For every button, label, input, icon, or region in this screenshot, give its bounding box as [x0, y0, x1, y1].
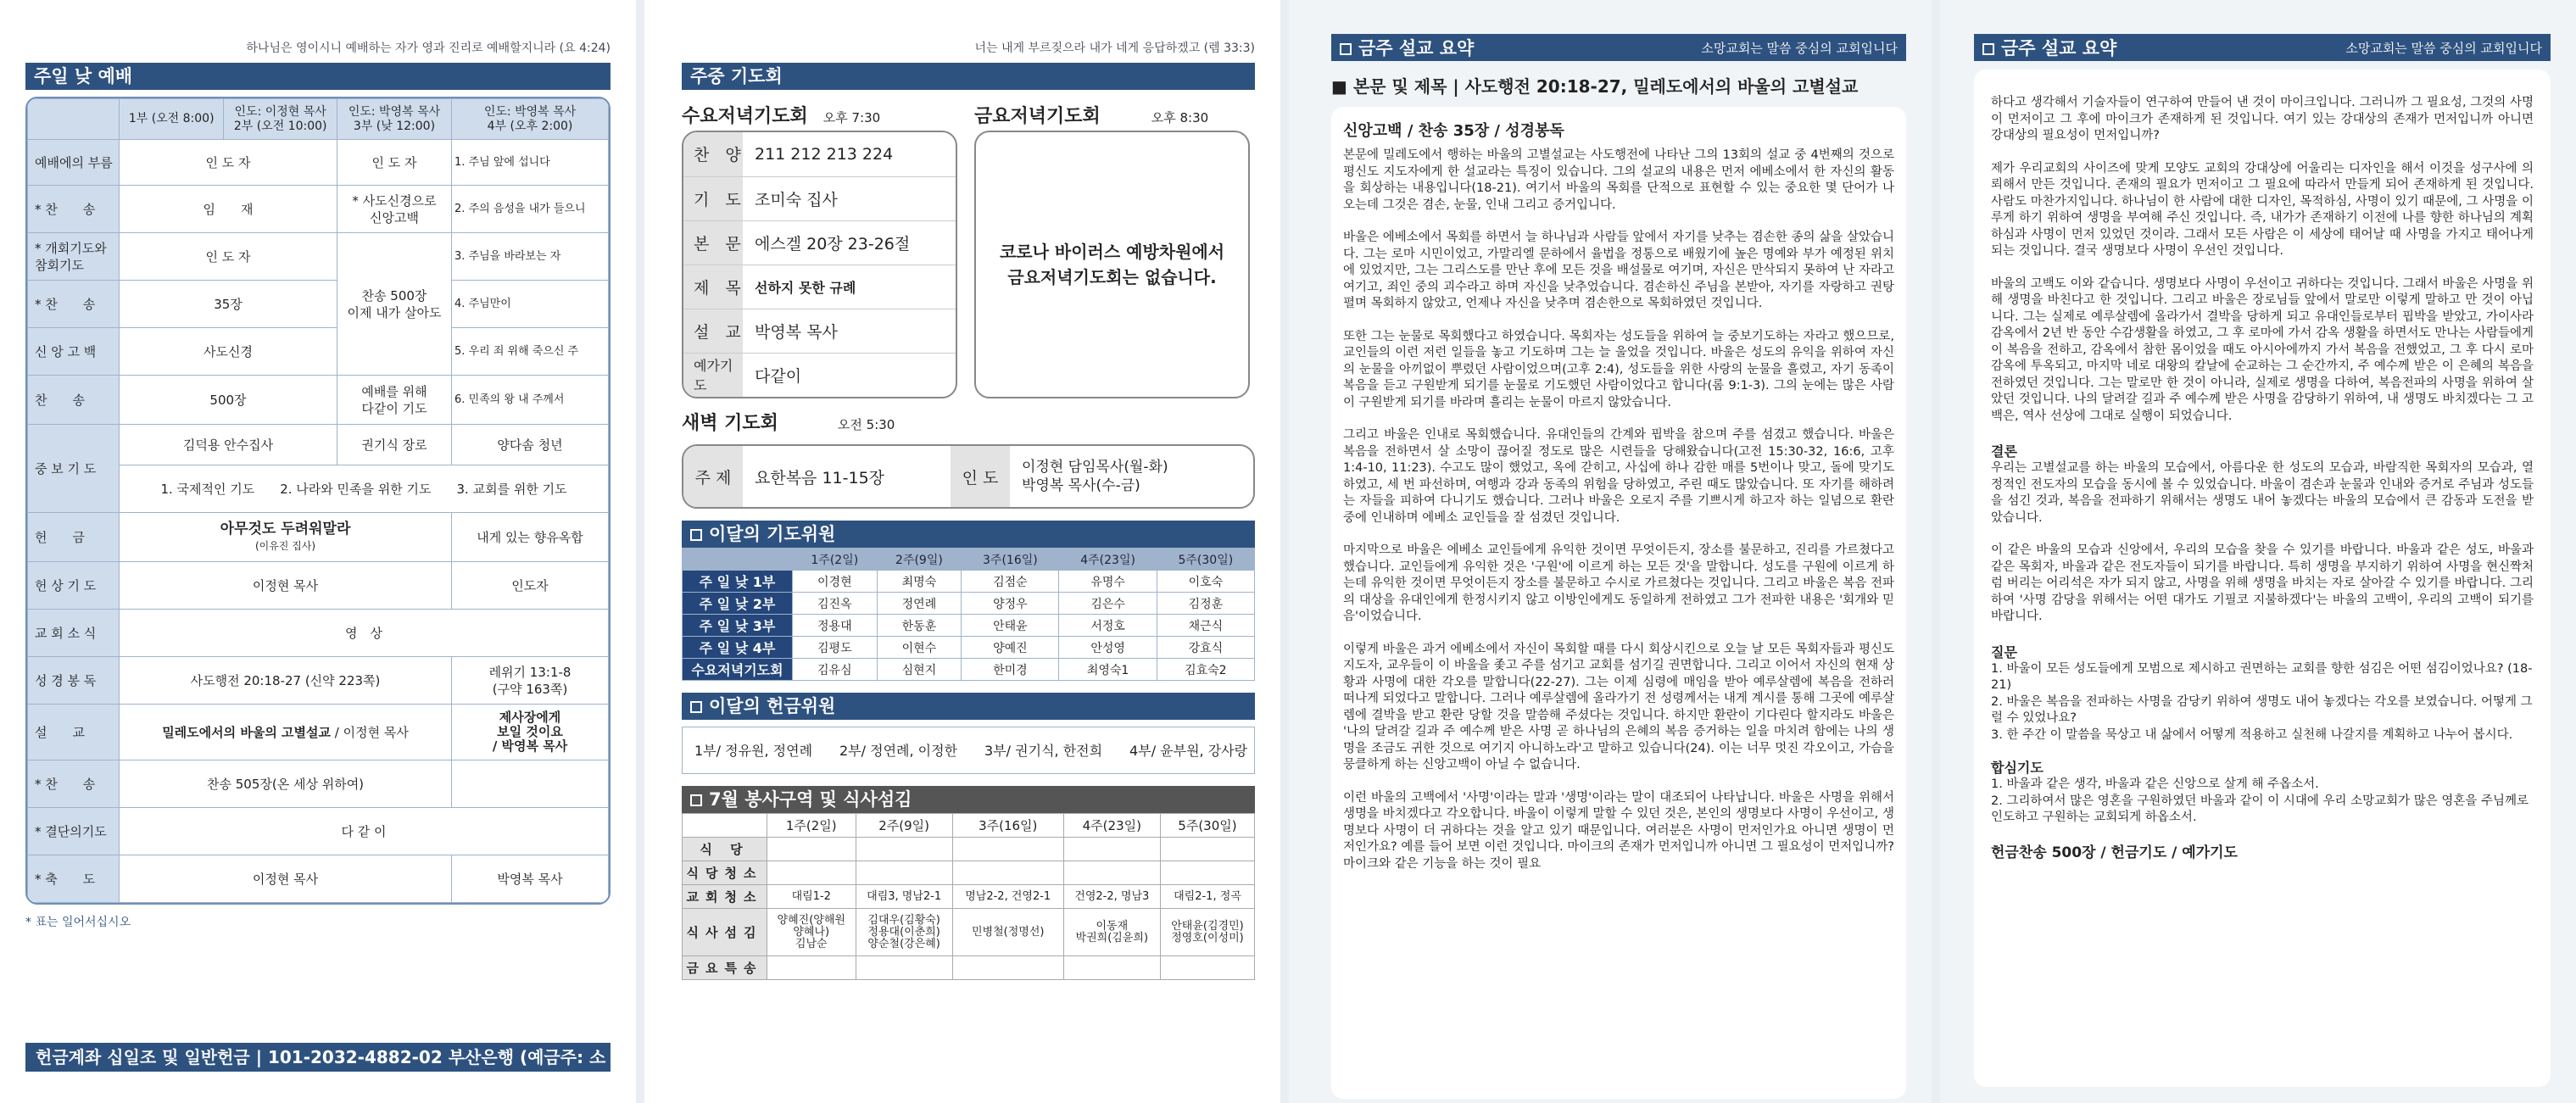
- section-title-prayer-team: 이달의 기도위원: [682, 521, 1255, 548]
- cell: 내게 있는 향유옥합: [452, 513, 609, 562]
- page-sermon-summary-1: [1289, 0, 1932, 1103]
- sermon-section-title: 금주 설교 요약: [2001, 38, 2117, 58]
- row-label: * 찬 송: [28, 281, 120, 328]
- cell: 6. 민족의 왕 내 주께서: [452, 376, 609, 425]
- dawn-prayer-box: [682, 444, 1255, 509]
- cell: 찬송 505장(온 세상 위하여): [120, 760, 452, 808]
- row-label: 중 보 기 도: [28, 425, 120, 513]
- prayer-item: 1. 바울과 같은 생각, 바울과 같은 신앙으로 살게 해 주옵소서.: [1991, 777, 2319, 791]
- wed-prayer-box: [682, 131, 957, 398]
- paragraph: 바울의 고백도 이와 같습니다. 생명보다 사명이 우선이고 귀하다는 것입니다. 그래서 바울은 사명을 위해 생명을 바친다고 한 것입니다. 그리고 바울은 장로님들 앞에서 말로만 이렇게 말하고 만 것이 아닙니다. 그는 실제로 예루살렘에 올라가서 결박을 당하게 되고 유대인들로부터 핍박을 받았고, 가이사라 감옥에서 2년 반 동안 수감생활을 하였고, 그 후 로마에 가서 감옥 생활을 하면서도 만나는 사람들에게 이 복음을 전하고, 감옥에서 참한 몸이었을 때도 아시아에까지 가서 복음을 전했었고, 그 후 다시 로마 감옥에 투옥되고, 마지막 네로 대왕의 칼날에 순교하는 그 순간까지, 주 예수께 받은 이 은혜의 복음을 전하였던 것입니다. 그는 말로만 한 것이 아니라, 실제로 생명을 다하여, 복음전파의 사명을 위하여 살았던 것입니다. 나의 달려갈 길과 주 예수께 받은 사명을 감당하기 위하여, 내 생명도 바치겠다는 그 고백은, 역사 선상에 그대로 실행이 되었습니다.: [1991, 276, 2534, 423]
- cell-empty: [452, 760, 609, 808]
- key: 설 교: [683, 309, 743, 353]
- cell: 제사장에게 보일 것이요 / 박영복 목사: [452, 705, 609, 760]
- fri-notice-box: [974, 131, 1250, 398]
- section-title-service: 7월 봉사구역 및 식사섬김: [682, 786, 1255, 813]
- page-weekday-prayer: [644, 0, 1280, 1103]
- offering-committee: 1부/ 정유원, 정연례 2부/ 정연례, 이정한 3부/ 권기식, 한전희 4부/ 윤부원, 강사랑: [682, 727, 1255, 774]
- key: 찬 양: [683, 132, 743, 176]
- cell: 인 도 자: [120, 140, 337, 186]
- key: 예가기도: [683, 353, 743, 397]
- sermon-section-title: 금주 설교 요약: [1358, 38, 1475, 58]
- row-label: * 개회기도와 참회기도: [28, 233, 120, 281]
- cell: 4. 주님만이: [452, 281, 609, 328]
- service-table: 1주(2일) 2주(9일) 3주(16일) 4주(23일) 5주(30일) 식 당 식당청소 교회청소 대림1-2 대림3, 명남2-1 명남2-2, 건영2-1 건영2-2, 명남3 대림2-1, 정곡 식사섬김 양혜진(양해원 양혜나) 김남순 김대우(김황숙) 정용대(이춘희) 양순철(강은혜) 민병철(정명선) 이동재 박권희(김윤희) 안태윤(김경민) 정영호(이성미) 금요특송: [682, 813, 1255, 980]
- cell: 2. 주의 음성을 내가 들으니: [452, 186, 609, 233]
- paragraph: 제가 우리교회의 사이즈에 맞게 모양도 교회의 강대상에 어울리는 디자인을 해서 이것을 성구사에 의뢰해서 만든 것입니다. 존재의 필요가 먼저이고 그 필요에 따라서 만들게 되어 존재하게 된 것입니다. 사람도 마찬가지입니다. 하나님이 한 사람에 대한 디자인, 목적하심, 사명이 있기 때문에, 그 사명을 이루게 하기 위하여 생명을 부여해 주신 것입니다. 즉, 내가가 존재하기 이전에 나를 향한 하나님의 계획하심과 사명이 먼저 있었던 것이라. 그래서 모든 사람은 이 세상에 태어날 때 사명을 가지고 태어나게 되는 것입니다. 결국 생명보다 사명이 우선인 것입니다.: [1991, 161, 2534, 258]
- sermon-header: [1331, 34, 1906, 61]
- closing-order: 헌금찬송 500장 / 헌금기도 / 예가기도: [1991, 844, 2238, 861]
- dawn-title: 새벽 기도회: [682, 413, 778, 434]
- cell: 사도신경: [120, 328, 337, 376]
- wed-title: 수요저녁기도회: [682, 106, 808, 127]
- paragraph: 그리고 바울은 인내로 목회했습니다. 유대인들의 간계와 핍박을 참으며 주를 섬겼고 했습니다. 바울은 복음을 전하면서 살 소망이 끊어질 정도로 많은 시련들을 당해왔습니다(고전 15:30-32, 16:6, 고후 1:4-10, 11:23). 수고도 많이 했었고, 옥에 갇히고, 사십에 하나 감한 매를 5번이나 맞고, 돌에 맞기도 하였고, 세 번 파선하며, 여행과 강과 동족의 위험을 당하였고, 주린 때도 많았습니다. 또 자기를 해하려는 자들을 피하여 다니기도 했습니다. 그러나 바울은 오로지 주를 기쁘시게 하고자 하는 일념으로 환란 중에 인내하며 에베소 교인들을 잘 섬겼던 것입니다.: [1343, 428, 1894, 525]
- cell: 이정현 목사: [120, 855, 452, 903]
- row-label: 헌 상 기 도: [28, 562, 120, 610]
- cell: 35장: [120, 281, 337, 328]
- row-label: 교 회 소 식: [28, 610, 120, 657]
- row-label: * 축 도: [28, 855, 120, 903]
- church-tagline: 소망교회는 말씀 중심의 교회입니다: [1701, 40, 1898, 56]
- cell: 예배를 위해 다같이 기도: [337, 376, 451, 425]
- heading-conclusion: 결론: [1991, 443, 2017, 460]
- scripture-quote: 하나님은 영이시니 예배하는 자가 영과 진리로 예배할지니라 (요 4:24): [246, 42, 611, 55]
- cell: 5. 우리 죄 위해 죽으신 주: [452, 328, 609, 376]
- row-label: * 찬 송: [28, 760, 120, 808]
- row-label: 설 교: [28, 705, 120, 760]
- cell: 영 상: [120, 610, 609, 657]
- header-empty: [28, 99, 120, 140]
- cell: 임 재: [120, 186, 337, 233]
- value: 조미숙 집사: [743, 176, 956, 220]
- cell: 김덕용 안수집사: [120, 425, 337, 465]
- cell: 양다솜 청년: [452, 425, 609, 465]
- cell: 아무것도 두려워말라: [220, 520, 351, 538]
- heading-questions: 질문: [1991, 643, 2017, 660]
- paragraph: 마지막으로 바울은 에베소 교인들에게 유익한 것이면 무엇이든지, 장소를 불문하고, 진리를 가르쳤다고 했습니다. 교인들에게 유익한 것은 '구원'에 이르게 하는 모든 것'을 말합니다. 성도를 구원에 이르게 하는데 유익한 것이면 무엇이든지 장소를 불문하고 수시로 가르쳤다는 것입니다. 그리고 바울은 복음 전파의 대상을 유대인에게 한정시키지 않고 이방인에게도 동일하게 전하였고 그가 전파한 내용은 '회개와 믿음'이었습니다.: [1343, 543, 1894, 623]
- sermon-text-card: [1331, 107, 1906, 1099]
- value: 요한복음 11-15장: [755, 468, 885, 487]
- value: 에스겔 20장 23-26절: [743, 220, 956, 265]
- key: 주 제: [683, 446, 743, 507]
- row-label: 신 앙 고 백: [28, 328, 120, 376]
- cell: 박영복 목사: [452, 855, 609, 903]
- standing-note: * 표는 일어서십시오: [25, 916, 131, 929]
- worship-order-table: [25, 97, 611, 905]
- cell: 찬송 500장 이제 내가 살아도: [337, 233, 451, 376]
- cell: 레위기 13:1-8 (구약 163쪽): [452, 657, 609, 705]
- row-label: 헌 금: [28, 513, 120, 562]
- header-service-4: 인도: 박영복 목사 4부 (오후 2:00): [452, 99, 609, 140]
- order-line: 신앙고백 / 찬송 35장 / 성경봉독: [1343, 122, 1564, 140]
- sermon-preacher: / 이정현 목사: [331, 724, 409, 740]
- cell: 3. 주님을 바라보는 자: [452, 233, 609, 281]
- header-service-3: 인도: 박영복 목사 3부 (낮 12:00): [337, 99, 451, 140]
- row-label: 성 경 봉 독: [28, 657, 120, 705]
- sermon-header: [1974, 34, 2551, 61]
- page-sermon-summary-2: [1940, 0, 2576, 1103]
- value: 다같이: [743, 353, 956, 397]
- paragraph: 이 같은 바울의 모습과 신앙에서, 우리의 모습을 찾을 수 있기를 바랍니다. 바울과 같은 성도, 바울과 같은 목회자, 바울과 같은 전도자들이 되기를 바랍니다. 특히 생명을 부지하기 위하여 사명을 현신짝처럼 버리는 어리석은 자가 되지 않고, 사명을 위해 생명을 바치는 자로 살아갈 수 있기를 바랍니다. 그리하여 '사명 감당을 위해서는 어떤 대가도 기필코 지불하겠다'는 바울의 고백이, 우리의 고백이 되기를 바랍니다.: [1991, 543, 2534, 623]
- value: 211 212 213 224: [743, 132, 956, 176]
- cell: 인 도 자: [120, 233, 337, 281]
- intercession-topics: 1. 국제적인 기도 2. 나라와 민족을 위한 기도 3. 교회를 위한 기도: [120, 465, 609, 513]
- page-sunday-worship: [0, 0, 636, 1103]
- section-title: 주중 기도회: [682, 63, 1255, 90]
- paragraph: 본문에 밀레도에서 행하는 바울의 고별설교는 사도행전에 나타난 그의 13회의 설교 중 4번째의 것으로 평신도 지도자에게 한 설교라는 특징이 있습니다. 그의 설교의 내용은 먼저 에베소에서 한 자신의 활동을 회상하는 내용입니다(18-21). 여기서 바울의 목회를 단적으로 표현할 수 있는 중요한 몇 단어가 나오는데 그것은 겸손, 눈물, 인내 그리고 증거입니다.: [1343, 148, 1894, 212]
- row-label: * 찬 송: [28, 186, 120, 233]
- cell: * 사도신경으로 신앙고백: [337, 186, 451, 233]
- paragraph: 또한 그는 눈물로 목회했다고 하였습니다. 목회자는 성도들을 위하여 늘 중보기도하는 자라고 했으므로, 교인들의 이런 저런 일들을 놓고 기도하며 그는 늘 울었을 것입니다. 바울은 성도의 유익을 위하여 자신의 눈물을 아끼없이 뿌렸던 사람이었으며(고후 2:4), 성도들을 위한 사랑의 눈물을 흘렸고, 자기 동족이 복음을 듣고 구원받게 되기를 눈물로 기도했던 사람이었다고 합니다(롬 9:1-3). 그의 눈에는 많은 사람이 구원받게 되기를 바라며 흘리는 눈물이 마르지 않았습니다.: [1343, 329, 1894, 409]
- key: 인 도: [951, 446, 1010, 507]
- header-service-1: 1부 (오전 8:00): [120, 99, 224, 140]
- question-item: 1. 바울이 모든 성도들에게 모범으로 제시하고 권면하는 교회를 향한 섬김은 어떤 섬김이었나요? (18-21): [1991, 661, 2533, 692]
- cell: 권기식 장로: [337, 425, 451, 465]
- paragraph: 바울은 에베소에서 목회를 하면서 늘 하나님과 사람들 앞에서 자기를 낮추는 겸손한 종의 삶을 살았습니다. 그는 로마 시민이었고, 가말리엘 문하에서 율법을 정통으로 배웠기에 높은 명예와 부가 예정된 위치에 있었지만, 그는 그리스도를 만난 후에 모든 것을 배설물로 여기며, 자신은 만삭되지 못하여 난 자라고 여기고, 죄인 중의 괴수라고 하며 자신을 낮추었습니다. 겸손하신 주님을 본받아, 자기를 자랑하고 권탕 펼며 목회하지 않았고, 언제나 자신을 낮추며 겸손한으로 목회하였던 것입니다.: [1343, 231, 1894, 310]
- key: 본 문: [683, 220, 743, 265]
- prayer-item: 2. 그리하여서 많은 영혼을 구원하였던 바울과 같이 이 시대에 우리 소망교회가 많은 영혼을 주님께로 인도하고 구원하는 교회되게 하옵소서.: [1991, 794, 2529, 824]
- notice-line: 금요저녁기도회는 없습니다.: [1007, 267, 1217, 287]
- key: 제 목: [683, 265, 743, 309]
- cell: 다 같 이: [120, 808, 609, 855]
- paragraph: 우리는 고별설교를 하는 바울의 모습에서, 아름다운 한 성도의 모습과, 바람직한 목회자의 모습과, 열정적인 전도자의 모습을 동시에 볼 수 있었습니다. 바울이 겸손과 눈물과 인내와 증거로 주님과 성도들을 섬긴 것과, 복음을 전파하기 위해서는 생명도 내어 놓겠다는 바울의 모습에서 큰 감동과 도전을 받았습니다.: [1991, 461, 2534, 525]
- dawn-time: 오전 5:30: [837, 417, 895, 432]
- prayer-team-table: 1주(2일) 2주(9일) 3주(16일) 4주(23일) 5주(30일) 주 일 낮 1부 이경현 최명숙 김점순 유명수 이호숙 주 일 낮 2부 김진옥 정연례 양정우 김은수 김정훈 주 일 낮 3부 정용대 한동훈 안태윤 서정호 채근식 주 일 낮 4부 김평도 이현수 양예진 안성영 강효식 수요저녁기도회 김유심 심현지 한미경 최영숙1 김효숙2: [682, 548, 1255, 681]
- cell: 인도자: [452, 562, 609, 610]
- sermon-text-card: [1974, 70, 2551, 1087]
- header-service-2: 인도: 이정현 목사 2부 (오전 10:00): [224, 99, 337, 140]
- cell: 인 도 자: [337, 140, 451, 186]
- paragraph: 하다고 생각해서 기술자들이 연구하여 만들어 낸 것이 마이크입니다. 그러니까 그 필요성, 그것의 사명이 먼저이고 그 후에 마이크가 존재하게 된 것입니다. 여기 있는 강대상의 존재가 먼저입니까 아니면 강대상의 필요성이 먼저입니까?: [1991, 96, 2534, 142]
- cell: 1. 주님 앞에 섭니다: [452, 140, 609, 186]
- notice-line: 코로나 바이러스 예방차원에서: [999, 242, 1225, 262]
- row-label: 찬 송: [28, 376, 120, 425]
- fri-title: 금요저녁기도회: [974, 106, 1101, 127]
- value: 선하지 못한 규례: [743, 265, 956, 309]
- offering-account-bar: 헌금계좌 십일조 및 일반헌금 | 101-2032-4882-02 부산은행 (예금주: 소망교회): [25, 1043, 611, 1072]
- question-item: 3. 한 주간 이 말씀을 묵상고 내 삶에서 어떻게 적용하고 실천해 나갈지를 계획하고 나누어 봅시다.: [1991, 727, 2513, 742]
- paragraph: 이런 바울의 고백에서 '사명'이라는 말과 '생명'이라는 말이 대조되어 나타납니다. 바울은 사명을 위해서 생명을 바치겠다고 각오합니다. 바울이 이렇게 말할 수 있던 것은, 본인의 생명보다 사명이 우선이고, 생명보다 사명이 더 귀하다는 것을 알고 있기 때문입니다. 여러분은 사명이 먼저인가요 아니면 생명이 먼저인가요? 예를 들어 보면 이런 것입니다. 마이크의 존재가 먼저입니까 아니면 그 필요성이 먼저입니까? 마이크와 같은 기능을 하는 것이 필요: [1343, 790, 1894, 871]
- value: 박영복 목사: [743, 309, 956, 353]
- church-tagline: 소망교회는 말씀 중심의 교회입니다: [2345, 40, 2542, 56]
- scripture-quote: 너는 내게 부르짖으라 내가 네게 응답하겠고 (렘 33:3): [974, 42, 1255, 55]
- section-title: 주일 낮 예배: [25, 63, 611, 90]
- cell: 500장: [120, 376, 337, 425]
- fri-time: 오후 8:30: [1151, 110, 1209, 125]
- sermon-title: 밀레도에서의 바울의 고별설교: [162, 724, 332, 740]
- key: 기 도: [683, 176, 743, 220]
- paragraph: 이렇게 바울은 과거 에베소에서 자신이 목회할 때를 다시 회상시킨으로 오늘 날 모든 목회자들과 평신도 지도자, 교우들이 이 바울을 좇고 주를 섬기고 교회를 섬기길 권면합니다. 그리고 이어서 자신의 현재 상황과 사명에 대한 각오를 말합니다(22-27). 그는 이제 심령에 매임을 받아 예루살렘에 복음을 전하러 떠나게 되었다고 말합니다. 그러나 예루살렘에 올라가기 전 성령께서는 내게 계시를 통해 그곳에 예루살렘에 결박을 받고 환란 당할 것을 말씀해 주셨다는 것입니다. 하지만 환란이 기다린다 할지라도 바울은 '나의 달려갈 길과 주 예수께 받은 사명 곧 하나님의 은혜의 복음 증거하는 일을 마치려 함에는 나의 생명을 조금도 귀한 것으로 여기지 아니하노라'고 말하고 있습니다(24). 이는 너무 멋진 각오이고, 가슴을 뭉클하게 하는 신앙고백이 아닐 수 없습니다.: [1343, 642, 1894, 772]
- cell-sub: (이유진 집사): [254, 539, 316, 552]
- wed-time: 오후 7:30: [822, 110, 881, 125]
- cell: 이정현 목사: [120, 562, 452, 610]
- heading-prayer: 합심기도: [1991, 760, 2044, 776]
- question-item: 2. 바울은 복음을 전파하는 사명을 감당키 위하여 생명도 내어 놓겠다는 각오를 보였습니다. 어떻게 그럴 수 있었나요?: [1991, 694, 2533, 725]
- value: 이정현 담임목사(월-화): [1022, 459, 1168, 476]
- row-label: 예배에의 부름: [28, 140, 120, 186]
- cell: 사도행전 20:18-27 (신약 223쪽): [120, 657, 452, 705]
- sermon-subject: ■ 본문 및 제목 | 사도행전 20:18-27, 밀레도에서의 바울의 고별설교: [1331, 76, 1859, 97]
- row-label: * 결단의기도: [28, 808, 120, 855]
- value: 박영복 목사(수-금): [1022, 477, 1140, 494]
- section-title-offering: 이달의 헌금위원: [682, 693, 1255, 720]
